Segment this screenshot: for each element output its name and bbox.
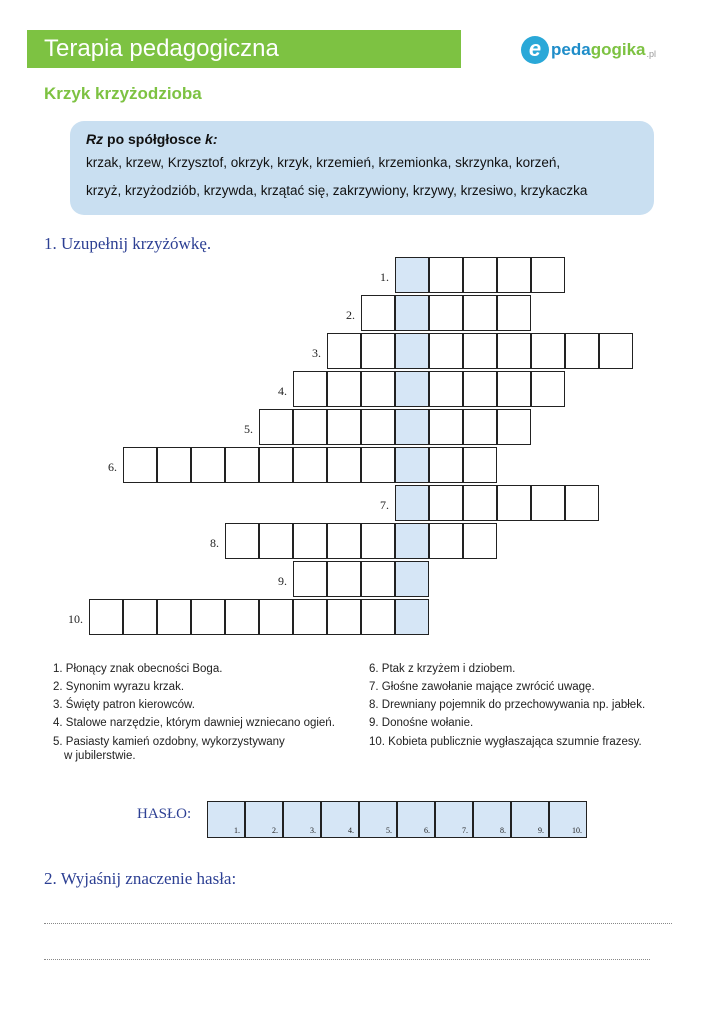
crossword-cell[interactable] xyxy=(361,523,395,559)
crossword-cell[interactable] xyxy=(497,333,531,369)
crossword-password-cell[interactable] xyxy=(395,295,429,331)
haslo-cell-number: 10. xyxy=(572,826,582,835)
crossword-cell[interactable] xyxy=(293,599,327,635)
crossword-cell[interactable] xyxy=(259,523,293,559)
crossword-cell[interactable] xyxy=(463,523,497,559)
crossword-row-label: 7. xyxy=(380,498,389,512)
crossword-cell[interactable] xyxy=(565,333,599,369)
crossword-password-cell[interactable] xyxy=(395,371,429,407)
section-2-text: . Wyjaśnij znaczenie hasła: xyxy=(52,869,237,888)
crossword-cell[interactable] xyxy=(565,485,599,521)
crossword-cell[interactable] xyxy=(497,295,531,331)
clue-1: 1. Płonący znak obecności Boga. xyxy=(53,663,223,675)
crossword-cell[interactable] xyxy=(157,447,191,483)
crossword-password-cell[interactable] xyxy=(395,599,429,635)
haslo-cell-number: 1. xyxy=(234,826,240,835)
rule-words-line-2: krzyż, krzyżodziób, krzywda, krzątać się, zakrzywiony, krzywy, krzesiwo, krzykaczka xyxy=(86,183,588,198)
rule-heading-mid: po spółgłosce xyxy=(103,131,206,147)
rule-heading-k: k: xyxy=(205,131,218,147)
page-title: Terapia pedagogiczna xyxy=(44,35,279,62)
crossword-cell[interactable] xyxy=(89,599,123,635)
crossword-cell[interactable] xyxy=(361,599,395,635)
crossword-cell[interactable] xyxy=(361,295,395,331)
crossword-password-cell[interactable] xyxy=(395,485,429,521)
clue-3: 3. Święty patron kierowców. xyxy=(53,699,195,711)
haslo-cell-number: 3. xyxy=(310,826,316,835)
crossword-cell[interactable] xyxy=(157,599,191,635)
haslo-cell[interactable] xyxy=(321,801,359,838)
crossword-cell[interactable] xyxy=(463,333,497,369)
crossword-cell[interactable] xyxy=(225,599,259,635)
haslo-cell-number: 4. xyxy=(348,826,354,835)
clue-10: 10. Kobieta publicznie wygłaszająca szumnie frazesy. xyxy=(369,736,642,748)
crossword-cell[interactable] xyxy=(463,485,497,521)
crossword-cell[interactable] xyxy=(293,561,327,597)
crossword-row-label: 1. xyxy=(380,270,389,284)
crossword-cell[interactable] xyxy=(123,447,157,483)
crossword-cell[interactable] xyxy=(463,295,497,331)
haslo-cell-number: 6. xyxy=(424,826,430,835)
crossword-cell[interactable] xyxy=(327,447,361,483)
crossword-cell[interactable] xyxy=(429,485,463,521)
crossword-cell[interactable] xyxy=(361,409,395,445)
haslo-cell[interactable] xyxy=(207,801,245,838)
crossword-cell[interactable] xyxy=(225,523,259,559)
crossword-cell[interactable] xyxy=(293,409,327,445)
rule-heading xyxy=(86,131,217,147)
crossword-password-cell[interactable] xyxy=(395,447,429,483)
crossword-cell[interactable] xyxy=(259,447,293,483)
clue-5-cont: w jubilerstwie. xyxy=(64,750,136,762)
haslo-cell[interactable] xyxy=(283,801,321,838)
crossword-cell[interactable] xyxy=(429,409,463,445)
section-2-number: 2 xyxy=(44,869,53,888)
crossword-cell[interactable] xyxy=(463,371,497,407)
clue-7: 7. Głośne zawołanie mające zwrócić uwagę. xyxy=(369,681,595,693)
haslo-cell[interactable] xyxy=(549,801,587,838)
crossword-cell[interactable] xyxy=(497,371,531,407)
crossword-row-label: 5. xyxy=(244,422,253,436)
worksheet-subtitle: Krzyk krzyżodzioba xyxy=(44,84,202,103)
crossword-cell[interactable] xyxy=(293,371,327,407)
haslo-cell[interactable] xyxy=(245,801,283,838)
crossword-cell[interactable] xyxy=(429,295,463,331)
answer-line-2[interactable] xyxy=(44,959,650,960)
crossword-cell[interactable] xyxy=(327,409,361,445)
crossword-cell[interactable] xyxy=(259,409,293,445)
rule-words-line-1: krzak, krzew, Krzysztof, okrzyk, krzyk, krzemień, krzemionka, skrzynka, korzeń, xyxy=(86,155,561,170)
logo-text-suffix: .pl xyxy=(646,48,656,59)
crossword-cell[interactable] xyxy=(531,257,565,293)
crossword-row-label: 3. xyxy=(312,346,321,360)
haslo-cell[interactable] xyxy=(511,801,549,838)
answer-line-1[interactable] xyxy=(44,923,672,924)
haslo-cell-number: 8. xyxy=(500,826,506,835)
crossword-password-cell[interactable] xyxy=(395,523,429,559)
crossword-cell[interactable] xyxy=(191,599,225,635)
crossword-row-label: 10. xyxy=(68,612,83,626)
crossword-cell[interactable] xyxy=(429,371,463,407)
crossword-cell[interactable] xyxy=(327,371,361,407)
logo-text-part1: peda xyxy=(551,40,591,59)
haslo-cell[interactable] xyxy=(397,801,435,838)
crossword-cell[interactable] xyxy=(327,599,361,635)
crossword-cell[interactable] xyxy=(293,523,327,559)
crossword-cell[interactable] xyxy=(497,257,531,293)
haslo-cell-number: 2. xyxy=(272,826,278,835)
crossword-cell[interactable] xyxy=(327,561,361,597)
crossword-cell[interactable] xyxy=(531,371,565,407)
section-1-number: 1 xyxy=(44,234,53,253)
haslo-cell[interactable] xyxy=(435,801,473,838)
haslo-cell-number: 9. xyxy=(538,826,544,835)
haslo-cell-number: 5. xyxy=(386,826,392,835)
crossword-password-cell[interactable] xyxy=(395,409,429,445)
clue-6: 6. Ptak z krzyżem i dziobem. xyxy=(369,663,516,675)
crossword-row-label: 9. xyxy=(278,574,287,588)
crossword-cell[interactable] xyxy=(429,333,463,369)
crossword-cell[interactable] xyxy=(531,333,565,369)
section-1-text: . Uzupełnij krzyżówkę. xyxy=(52,234,212,253)
crossword-cell[interactable] xyxy=(361,447,395,483)
crossword-cell[interactable] xyxy=(497,485,531,521)
crossword-cell[interactable] xyxy=(123,599,157,635)
crossword-cell[interactable] xyxy=(463,447,497,483)
crossword-cell[interactable] xyxy=(463,257,497,293)
haslo-label: HASŁO: xyxy=(137,806,192,822)
haslo-cell-number: 7. xyxy=(462,826,468,835)
clue-4: 4. Stalowe narzędzie, którym dawniej wzniecano ogień. xyxy=(53,717,335,729)
epedagogika-logo xyxy=(521,30,656,70)
crossword-cell[interactable] xyxy=(429,257,463,293)
crossword-cell[interactable] xyxy=(225,447,259,483)
crossword-cell[interactable] xyxy=(191,447,225,483)
crossword-cell[interactable] xyxy=(327,523,361,559)
crossword-cell[interactable] xyxy=(327,333,361,369)
clue-8: 8. Drewniany pojemnik do przechowywania np. jabłek. xyxy=(369,699,646,711)
haslo-cell[interactable] xyxy=(359,801,397,838)
crossword-password-cell[interactable] xyxy=(395,561,429,597)
crossword-cell[interactable] xyxy=(497,409,531,445)
logo-e-icon: e xyxy=(521,36,549,64)
crossword-cell[interactable] xyxy=(429,523,463,559)
crossword-cell[interactable] xyxy=(259,599,293,635)
crossword-cell[interactable] xyxy=(599,333,633,369)
section-2-title xyxy=(44,869,236,889)
clue-2: 2. Synonim wyrazu krzak. xyxy=(53,681,185,693)
logo-text-part2: gogika xyxy=(590,40,646,59)
crossword-cell[interactable] xyxy=(361,333,395,369)
crossword-row-label: 2. xyxy=(346,308,355,322)
rule-heading-rz: Rz xyxy=(86,131,104,147)
section-1-title xyxy=(44,234,211,254)
crossword-cell[interactable] xyxy=(531,485,565,521)
crossword-row-label: 6. xyxy=(108,460,117,474)
crossword-cell[interactable] xyxy=(361,371,395,407)
clue-9: 9. Donośne wołanie. xyxy=(369,717,474,729)
crossword-cell[interactable] xyxy=(463,409,497,445)
crossword-row-label: 4. xyxy=(278,384,287,398)
crossword-row-label: 8. xyxy=(210,536,219,550)
crossword-cell[interactable] xyxy=(293,447,327,483)
crossword-password-cell[interactable] xyxy=(395,333,429,369)
haslo-cell[interactable] xyxy=(473,801,511,838)
crossword-cell[interactable] xyxy=(361,561,395,597)
clue-5: 5. Pasiasty kamień ozdobny, wykorzystywany xyxy=(53,736,285,748)
crossword-cell[interactable] xyxy=(429,447,463,483)
crossword-password-cell[interactable] xyxy=(395,257,429,293)
